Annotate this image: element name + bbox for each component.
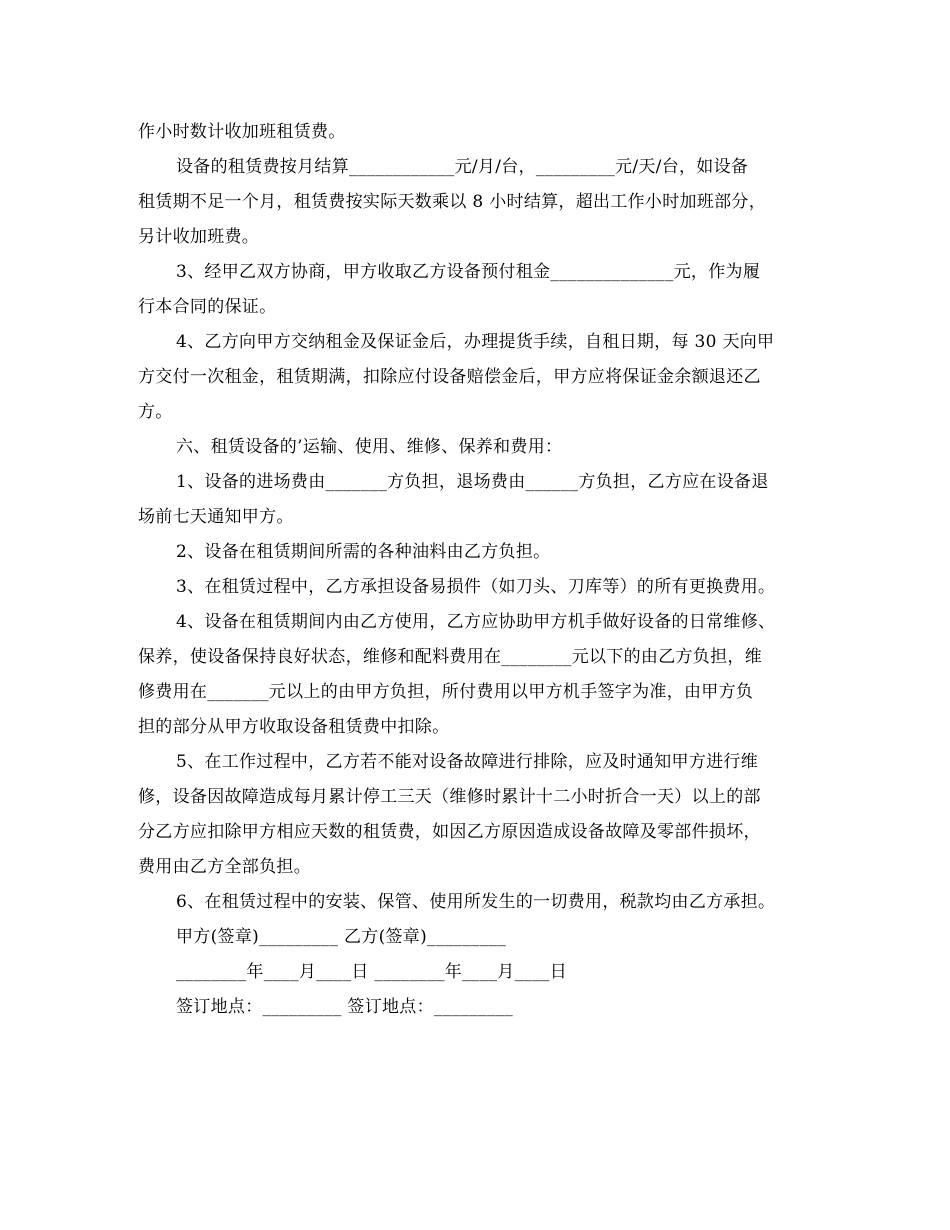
text-line: 方交付一次租金，租赁期满，扣除应付设备赔偿金后，甲方应将保证金余额退还乙 (138, 367, 761, 387)
text-line: 4、设备在租赁期间内由乙方使用，乙方应协助甲方机手做好设备的日常维修、 (176, 612, 776, 632)
text-line: 作小时数计收加班租赁费。 (138, 122, 346, 142)
text-line: 设备的租赁费按月结算____________元/月/台，_________元/天/台，如设备 (176, 157, 749, 177)
date-line: ________年____月____日 ________年____月____日 (176, 962, 568, 982)
text-line: 修，设备因故障造成每月累计停工三天（维修时累计十二小时折合一天）以上的部 (138, 787, 761, 807)
text-line: 3、经甲乙双方协商，甲方收取乙方设备预付租金______________元，作为履 (176, 262, 761, 282)
text-line: 3、在租赁过程中，乙方承担设备易损件（如刀头、刀库等）的所有更换费用。 (176, 577, 776, 597)
signature-line: 甲方(签章)_________ 乙方(签章)_________ (176, 927, 507, 947)
text-line: 方。 (138, 402, 173, 422)
text-line: 2、设备在租赁期间所需的各种油料由乙方负担。 (176, 542, 551, 562)
text-line: 费用由乙方全部负担。 (138, 857, 311, 877)
text-line: 担的部分从甲方收取设备租赁费中扣除。 (138, 717, 450, 737)
text-line: 6、在租赁过程中的安装、保管、使用所发生的一切费用，税款均由乙方承担。 (176, 892, 776, 912)
text-line: 另计收加班费。 (138, 227, 260, 247)
location-line: 签订地点：_________ 签订地点：_________ (176, 997, 514, 1017)
text-line: 行本合同的保证。 (138, 297, 277, 317)
text-line: 1、设备的进场费由_______方负担，退场费由______方负担，乙方应在设备退 (176, 472, 769, 492)
text-line: 4、乙方向甲方交纳租金及保证金后，办理提货手续，自租日期，每 30 天向甲 (176, 332, 775, 352)
text-line: 租赁期不足一个月，租赁费按实际天数乘以 8 小时结算，超出工作小时加班部分， (138, 192, 767, 212)
text-line: 分乙方应扣除甲方相应天数的租赁费，如因乙方原因造成设备故障及零部件损坏， (138, 822, 761, 842)
text-line: 5、在工作过程中，乙方若不能对设备故障进行排除，应及时通知甲方进行维 (176, 752, 759, 772)
section-heading: 六、租赁设备的’运输、使用、维修、保养和费用： (176, 437, 563, 457)
text-line: 保养，使设备保持良好状态，维修和配料费用在________元以下的由乙方负担，维 (138, 647, 762, 667)
text-line: 场前七天通知甲方。 (138, 507, 294, 527)
text-line: 修费用在_______元以上的由甲方负担，所付费用以甲方机手签字为准，由甲方负 (138, 682, 754, 702)
